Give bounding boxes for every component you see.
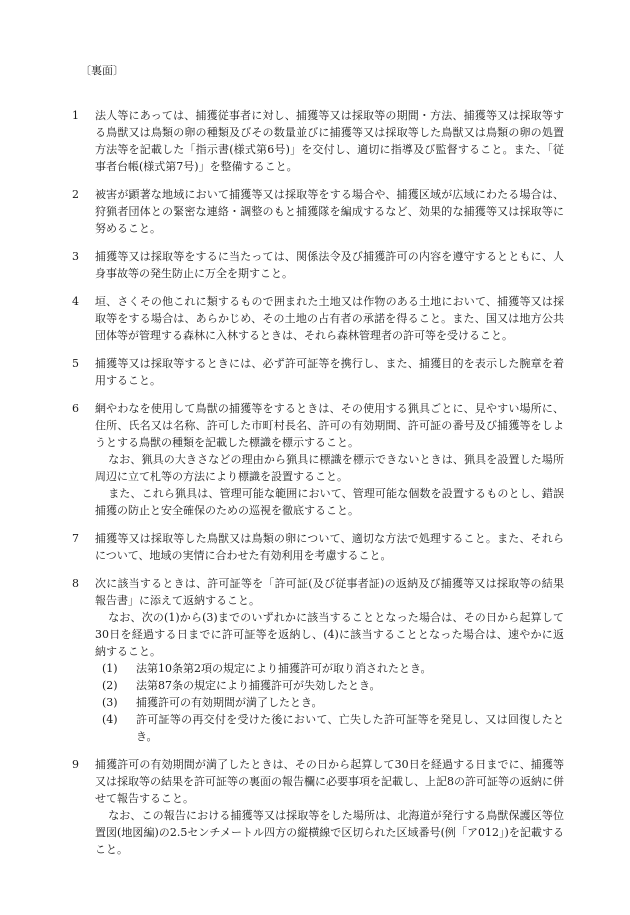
list-item xyxy=(72,575,564,745)
item-body xyxy=(95,186,564,237)
item-body xyxy=(95,530,564,564)
item-paragraph: 次に該当するときは、許可証等を「許可証(及び従事者証)の返納及び捕獲等又は採取等の結果報告書」に添えて返納すること。 xyxy=(95,577,564,607)
list-item xyxy=(72,186,564,237)
item-number: 3 xyxy=(72,250,79,263)
list-item xyxy=(72,530,564,564)
item-number: 7 xyxy=(72,532,79,545)
sub-item xyxy=(95,711,564,745)
item-number: 9 xyxy=(72,758,79,771)
item-paragraph: 捕獲等又は採取等した鳥獣又は鳥類の卵について、適切な方法で処理すること。また、それらについて、地域の実情に合わせた有効利用を考慮すること。 xyxy=(95,532,564,562)
sub-item-number: (3) xyxy=(102,696,118,709)
item-body xyxy=(95,107,564,175)
list-item xyxy=(72,107,564,175)
sub-item-number: (4) xyxy=(102,713,118,726)
list-item xyxy=(72,293,564,344)
sub-item-number: (2) xyxy=(102,679,118,692)
item-paragraph: 捕獲等又は採取等するときには、必ず許可証等を携行し、また、捕獲目的を表示した腕章を着用すること。 xyxy=(95,357,564,387)
item-paragraph: 被害が顕著な地域において捕獲等又は採取等をする場合や、捕獲区域が広域にわたる場合は、狩猟者団体との緊密な連絡・調整のもと捕獲隊を編成するなど、効果的な捕獲等又は採取等に努めること。 xyxy=(95,188,564,235)
item-paragraph: 捕獲等又は採取等をするに当たっては、関係法令及び捕獲許可の内容を遵守するとともに、人身事故等の発生防止に万全を期すこと。 xyxy=(95,250,564,280)
item-list xyxy=(72,107,564,869)
item-number: 2 xyxy=(72,188,79,201)
item-body xyxy=(95,355,564,389)
sub-item-text: 許可証等の再交付を受けた後において、亡失した許可証等を発見し、又は回復したとき。 xyxy=(136,713,564,743)
item-paragraph: 垣、さくその他これに類するもので囲まれた土地又は作物のある土地において、捕獲等又は採取等をする場合は、あらかじめ、その土地の占有者の承諾を得ること。また、国又は地方公共団体等が管理する森林に入林するときは、それら森林管理者の許可等を受けること。 xyxy=(95,295,564,342)
item-number: 1 xyxy=(72,109,79,122)
item-number: 4 xyxy=(72,295,79,308)
list-item xyxy=(72,756,564,858)
item-paragraph: 捕獲許可の有効期間が満了したときは、その日から起算して30日を経過する日までに、捕獲等又は採取等の結果を許可証等の裏面の報告欄に必要事項を記載し、上記8の許可証等の返納に併せて報告すること。 xyxy=(95,758,564,805)
list-item xyxy=(72,248,564,282)
sub-item-number: (1) xyxy=(102,662,118,675)
item-paragraph: なお、次の(1)から(3)までのいずれかに該当することとなった場合は、その日から起算して30日を経過する日までに許可証等を返納し、(4)に該当することとなった場合は、速やかに返納すること。 xyxy=(95,611,564,658)
sub-item-text: 法第87条の規定により捕獲許可が失効したとき。 xyxy=(136,679,381,692)
item-body xyxy=(95,756,564,858)
list-item xyxy=(72,355,564,389)
item-paragraph: なお、猟具の大きさなどの理由から猟具に標識を標示できないときは、猟具を設置した場所周辺に立て札等の方法により標識を設置すること。 xyxy=(95,453,564,483)
sub-item xyxy=(95,660,564,677)
item-body xyxy=(95,248,564,282)
sub-item xyxy=(95,694,564,711)
item-paragraph: 法人等にあっては、捕獲従事者に対し、捕獲等又は採取等の期間・方法、捕獲等又は採取等する鳥獣又は鳥類の卵の種類及びその数量並びに捕獲等又は採取等した鳥獣又は鳥類の卵の処置方法等を記載した「指示書(様式第6号)」を交付し、適切に指導及び監督すること。また、「従事者台帳(様式第7号)」を整備すること。 xyxy=(95,109,564,173)
item-number: 5 xyxy=(72,357,79,370)
item-number: 8 xyxy=(72,577,79,590)
sub-item xyxy=(95,677,564,694)
item-paragraph: なお、この報告における捕獲等又は採取等をした場所は、北海道が発行する鳥獣保護区等位置図(地図編)の2.5センチメートル四方の縦横線で区切られた区域番号(例「ア012」)を記載すること。 xyxy=(95,809,564,856)
sub-item-text: 捕獲許可の有効期間が満了したとき。 xyxy=(136,696,323,709)
list-item xyxy=(72,400,564,519)
page-header: 〔裏面〕 xyxy=(80,64,124,77)
item-body xyxy=(95,575,564,745)
item-body xyxy=(95,400,564,519)
item-number: 6 xyxy=(72,402,79,415)
sub-item-text: 法第10条第2項の規定により捕獲許可が取り消されたとき。 xyxy=(136,662,432,675)
item-paragraph: 網やわなを使用して鳥獣の捕獲等をするときは、その使用する猟具ごとに、見やすい場所に、住所、氏名又は名称、許可した市町村長名、許可の有効期間、許可証の番号及び捕獲等をしようとする鳥獣の種類を記載した標識を標示すること。 xyxy=(95,402,564,449)
item-body xyxy=(95,293,564,344)
item-paragraph: また、これら猟具は、管理可能な範囲において、管理可能な個数を設置するものとし、錯誤捕獲の防止と安全確保のための巡視を徹底すること。 xyxy=(95,487,564,517)
